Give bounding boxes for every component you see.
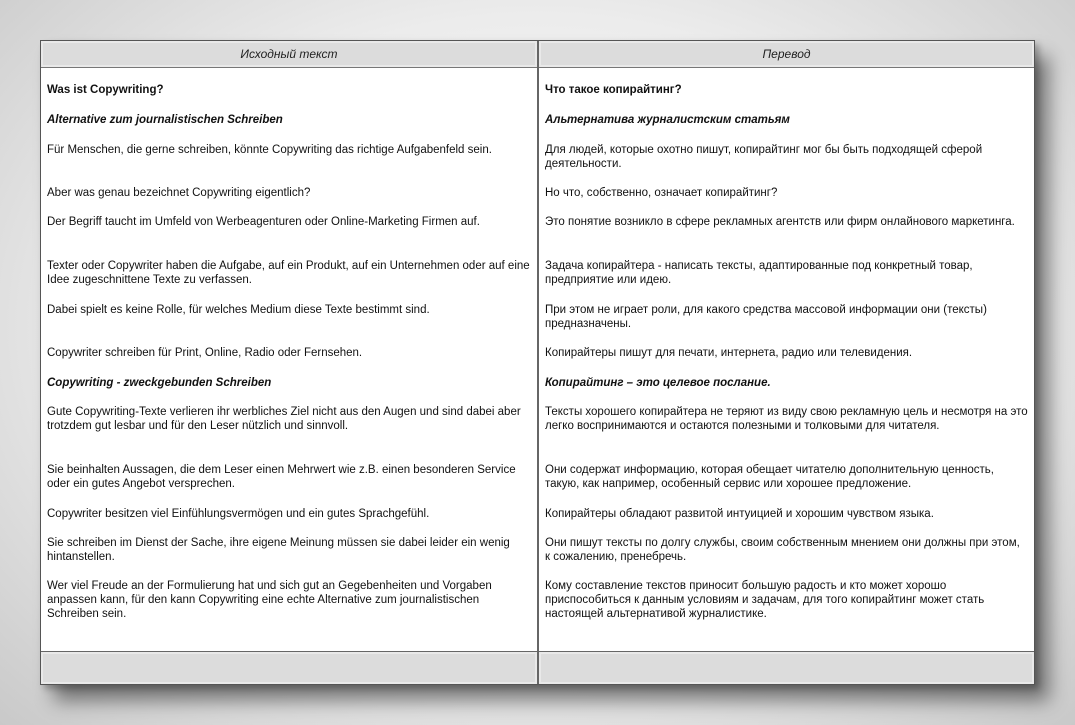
- source-footer-cell: [41, 652, 538, 685]
- target-segment-11: Они содержат информацию, которая обещает читателю дополнительную ценность, такую, как например, особенный сервис или хорошее предложение.: [545, 464, 994, 490]
- target-segment-14: Кому составление текстов приносит большую радость и кто может хорошо приспособиться к данным условиям и задачам, для того копирайтинг может стать настоящей альтернативой журналистике.: [545, 580, 985, 620]
- source-segment-9: Copywriting - zweckgebunden Schreiben: [47, 377, 272, 389]
- source-segment-13: Sie schreiben im Dienst der Sache, ihre eigene Meinung müssen sie dabei leider ein wenig hintanstellen.: [47, 537, 510, 563]
- bilingual-document: [40, 40, 1035, 685]
- source-segment-14: Wer viel Freude an der Formulierung hat und sich gut an Gegebenheiten und Vorgaben anpassen kann, für den kann Copywriting eine echte Alternative zum journalistischen Schreiben sein.: [47, 580, 492, 620]
- target-column: [538, 68, 1034, 652]
- source-segment-4: Aber was genau bezeichnet Copywriting eigentlich?: [47, 187, 311, 199]
- source-segment-1: Was ist Copywriting?: [47, 84, 164, 96]
- target-segment-5: Это понятие возникло в сфере рекламных агентств или фирм онлайнового маркетинга.: [545, 216, 1015, 228]
- source-segment-6: Texter oder Copywriter haben die Aufgabe, auf ein Produkt, auf ein Unternehmen oder auf eine Idee zugeschnittene Texte zu verfassen.: [47, 260, 530, 286]
- source-segment-3: Für Menschen, die gerne schreiben, könnte Copywriting das richtige Aufgabenfeld sein.: [47, 144, 492, 156]
- bilingual-table: [41, 41, 1034, 684]
- source-segment-11: Sie beinhalten Aussagen, die dem Leser einen Mehrwert wie z.B. einen besonderen Service oder ein gutes Angebot versprechen.: [47, 464, 516, 490]
- target-segment-6: Задача копирайтера - написать тексты, адаптированные под конкретный товар, предприятие или идею.: [545, 260, 973, 286]
- source-segment-2: Alternative zum journalistischen Schreiben: [47, 114, 283, 126]
- source-segment-7: Dabei spielt es keine Rolle, für welches Medium diese Texte bestimmt sind.: [47, 304, 430, 316]
- target-segment-1: Что такое копирайтинг?: [545, 84, 682, 96]
- target-segment-8: Копирайтеры пишут для печати, интернета, радио или телевидения.: [545, 347, 913, 359]
- source-column-header: Исходный текст: [41, 41, 538, 68]
- target-column-header: Перевод: [538, 41, 1034, 68]
- target-segment-2: Альтернатива журналистским статьям: [545, 114, 790, 126]
- source-segment-8: Copywriter schreiben für Print, Online, Radio oder Fernsehen.: [47, 347, 363, 359]
- target-segment-3: Для людей, которые охотно пишут, копирайтинг мог бы быть подходящей сферой деятельности.: [545, 144, 983, 170]
- target-segment-4: Но что, собственно, означает копирайтинг?: [545, 187, 778, 199]
- source-segment-12: Copywriter besitzen viel Einfühlungsvermögen und ein gutes Sprachgefühl.: [47, 508, 430, 520]
- target-segment-7: При этом не играет роли, для какого средства массовой информации они (тексты) предназначены.: [545, 304, 987, 330]
- target-segment-12: Копирайтеры обладают развитой интуицией и хорошим чувством языка.: [545, 508, 934, 520]
- target-footer-cell: [538, 652, 1034, 685]
- target-segment-13: Они пишут тексты по долгу службы, своим собственным мнением они должны при этом, к сожалению, пренебречь.: [545, 537, 1020, 563]
- source-segment-5: Der Begriff taucht im Umfeld von Werbeagenturen oder Online-Marketing Firmen auf.: [47, 216, 480, 228]
- target-segment-9: Копирайтинг – это целевое послание.: [545, 377, 771, 389]
- source-segment-10: Gute Copywriting-Texte verlieren ihr werbliches Ziel nicht aus den Augen und sind dabei aber trotzdem gut lesbar und für den Leser nützlich und sinnvoll.: [47, 406, 521, 432]
- target-segment-10: Тексты хорошего копирайтера не теряют из виду свою рекламную цель и несмотря на это легко воспринимаются и остаются полезными и толковыми для читателя.: [545, 406, 1028, 432]
- source-column: [41, 68, 538, 652]
